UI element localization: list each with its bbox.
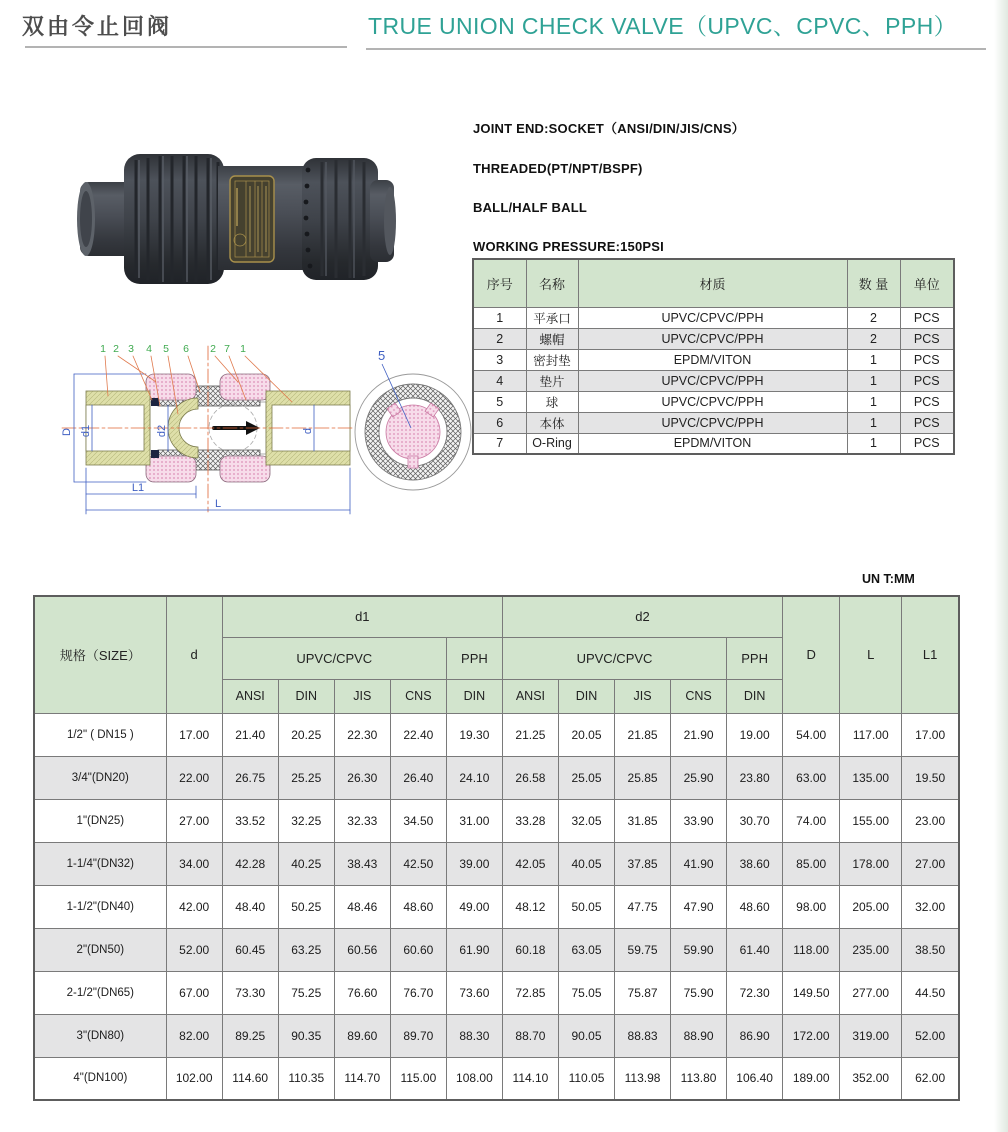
table-cell: 21.40 bbox=[222, 713, 278, 756]
table-cell: 螺帽 bbox=[526, 328, 578, 349]
col-group-pph-d1: PPH bbox=[446, 637, 502, 679]
table-cell: 23.80 bbox=[727, 756, 783, 799]
table-cell: 90.05 bbox=[558, 1014, 614, 1057]
table-cell: 31.00 bbox=[446, 799, 502, 842]
table-cell: 密封垫 bbox=[526, 349, 578, 370]
table-row bbox=[34, 1057, 959, 1100]
table-cell: 42.28 bbox=[222, 842, 278, 885]
col-group-d2: d2 bbox=[502, 596, 782, 637]
table-cell: 63.05 bbox=[558, 928, 614, 971]
table-cell: 110.05 bbox=[558, 1057, 614, 1100]
table-cell: 61.90 bbox=[446, 928, 502, 971]
table-cell: 82.00 bbox=[166, 1014, 222, 1057]
table-cell: 63.25 bbox=[278, 928, 334, 971]
table-cell: 73.30 bbox=[222, 971, 278, 1014]
callout-1: 1 bbox=[100, 343, 106, 355]
table-cell: PCS bbox=[900, 370, 954, 391]
col-header-pph-din-d1: DIN bbox=[446, 679, 502, 713]
table-cell: 21.85 bbox=[615, 713, 671, 756]
table-cell: 6 bbox=[473, 412, 526, 433]
table-cell: 135.00 bbox=[840, 756, 902, 799]
col-header-size: 规格（SIZE） bbox=[34, 596, 166, 713]
table-cell: 32.05 bbox=[558, 799, 614, 842]
table-cell: 3 bbox=[473, 349, 526, 370]
table-cell: 5 bbox=[473, 391, 526, 412]
table-cell: 42.50 bbox=[390, 842, 446, 885]
col-group-upvc-cpvc-d1: UPVC/CPVC bbox=[222, 637, 446, 679]
valve-left-union-nut bbox=[124, 154, 224, 284]
table-cell: 114.70 bbox=[334, 1057, 390, 1100]
table-cell: 60.45 bbox=[222, 928, 278, 971]
table-cell: EPDM/VITON bbox=[578, 433, 847, 454]
table-cell: 72.85 bbox=[502, 971, 558, 1014]
col-header-unit: 单位 bbox=[900, 259, 954, 307]
table-cell: 25.05 bbox=[558, 756, 614, 799]
table-cell: 33.52 bbox=[222, 799, 278, 842]
table-cell: 42.05 bbox=[502, 842, 558, 885]
table-cell: 106.40 bbox=[727, 1057, 783, 1100]
table-cell: 32.25 bbox=[278, 799, 334, 842]
table-cell: 1-1/2"(DN40) bbox=[34, 885, 166, 928]
table-cell: PCS bbox=[900, 412, 954, 433]
table-cell: 20.25 bbox=[278, 713, 334, 756]
table-row bbox=[34, 799, 959, 842]
table-cell: 50.25 bbox=[278, 885, 334, 928]
table-cell: 27.00 bbox=[902, 842, 959, 885]
table-cell: 76.60 bbox=[334, 971, 390, 1014]
ball-end-view bbox=[355, 348, 471, 490]
col-group-upvc-cpvc-d2: UPVC/CPVC bbox=[502, 637, 726, 679]
table-cell: 63.00 bbox=[783, 756, 840, 799]
table-cell: 47.90 bbox=[671, 885, 727, 928]
dim-label-d: d bbox=[302, 427, 314, 435]
table-cell: 110.35 bbox=[278, 1057, 334, 1100]
col-header-index: 序号 bbox=[473, 259, 526, 307]
table-cell: 1/2" ( DN15 ) bbox=[34, 713, 166, 756]
table-cell: 1-1/4"(DN32) bbox=[34, 842, 166, 885]
table-cell: 89.60 bbox=[334, 1014, 390, 1057]
table-cell: 3/4"(DN20) bbox=[34, 756, 166, 799]
table-cell: 4 bbox=[473, 370, 526, 391]
table-cell: 114.10 bbox=[502, 1057, 558, 1100]
table-cell: 1 bbox=[847, 433, 900, 454]
page-edge-shading bbox=[994, 0, 1008, 1132]
table-cell: 74.00 bbox=[783, 799, 840, 842]
dim-label-d2: d2 bbox=[156, 424, 168, 438]
col-header-cns-d2: CNS bbox=[671, 679, 727, 713]
table-cell: 89.25 bbox=[222, 1014, 278, 1057]
table-cell: 62.00 bbox=[902, 1057, 959, 1100]
table-cell: 20.05 bbox=[558, 713, 614, 756]
dim-label-d1: d1 bbox=[80, 424, 92, 438]
parts-table bbox=[472, 258, 955, 455]
spec-working-pressure: WORKING PRESSURE:150PSI bbox=[473, 239, 664, 254]
table-cell: 25.25 bbox=[278, 756, 334, 799]
col-header-din-d1: DIN bbox=[278, 679, 334, 713]
table-cell: UPVC/CPVC/PPH bbox=[578, 391, 847, 412]
table-cell: 50.05 bbox=[558, 885, 614, 928]
spec-joint-end: JOINT END:SOCKET（ANSI/DIN/JIS/CNS） bbox=[473, 121, 745, 136]
table-row bbox=[34, 842, 959, 885]
table-cell: 41.90 bbox=[671, 842, 727, 885]
table-cell: 44.50 bbox=[902, 971, 959, 1014]
col-header-cns-d1: CNS bbox=[390, 679, 446, 713]
table-cell: 108.00 bbox=[446, 1057, 502, 1100]
table-cell: 本体 bbox=[526, 412, 578, 433]
table-cell: 26.58 bbox=[502, 756, 558, 799]
table-cell: 垫片 bbox=[526, 370, 578, 391]
table-cell: 102.00 bbox=[166, 1057, 222, 1100]
table-cell: 86.90 bbox=[727, 1014, 783, 1057]
col-header-name: 名称 bbox=[526, 259, 578, 307]
table-cell: 352.00 bbox=[840, 1057, 902, 1100]
page-title-chinese: 双由令止回阀 bbox=[22, 14, 173, 39]
table-cell: UPVC/CPVC/PPH bbox=[578, 307, 847, 328]
technical-drawing bbox=[48, 336, 480, 524]
table-cell: 24.10 bbox=[446, 756, 502, 799]
table-cell: 38.43 bbox=[334, 842, 390, 885]
table-cell: 23.00 bbox=[902, 799, 959, 842]
table-cell: 1 bbox=[847, 349, 900, 370]
table-cell: 38.50 bbox=[902, 928, 959, 971]
table-cell: 33.28 bbox=[502, 799, 558, 842]
table-row bbox=[34, 713, 959, 756]
title-underline-left bbox=[25, 46, 347, 48]
dim-label-D: D bbox=[61, 428, 73, 436]
table-cell: 26.30 bbox=[334, 756, 390, 799]
col-header-jis-d2: JIS bbox=[615, 679, 671, 713]
table-cell: 205.00 bbox=[840, 885, 902, 928]
col-header-pph-din-d2: DIN bbox=[727, 679, 783, 713]
callout-6: 6 bbox=[183, 343, 189, 355]
table-cell: 平承口 bbox=[526, 307, 578, 328]
col-header-D: D bbox=[783, 596, 840, 713]
table-row bbox=[473, 391, 954, 412]
valve-right-union-nut bbox=[302, 158, 378, 280]
table-cell: EPDM/VITON bbox=[578, 349, 847, 370]
table-cell: 48.40 bbox=[222, 885, 278, 928]
callout-numbers bbox=[100, 343, 246, 355]
col-header-material: 材质 bbox=[578, 259, 847, 307]
col-group-pph-d2: PPH bbox=[727, 637, 783, 679]
table-cell: 189.00 bbox=[783, 1057, 840, 1100]
table-cell: 89.70 bbox=[390, 1014, 446, 1057]
callout-1b: 1 bbox=[240, 343, 246, 355]
table-cell: 76.70 bbox=[390, 971, 446, 1014]
table-cell: 40.05 bbox=[558, 842, 614, 885]
table-cell: 1"(DN25) bbox=[34, 799, 166, 842]
table-cell: 149.50 bbox=[783, 971, 840, 1014]
table-cell: UPVC/CPVC/PPH bbox=[578, 370, 847, 391]
dim-label-L: L bbox=[214, 498, 222, 510]
col-header-ansi-d1: ANSI bbox=[222, 679, 278, 713]
table-cell: 40.25 bbox=[278, 842, 334, 885]
table-cell: 2 bbox=[847, 328, 900, 349]
table-row bbox=[34, 885, 959, 928]
table-cell: 88.70 bbox=[502, 1014, 558, 1057]
table-cell: 4"(DN100) bbox=[34, 1057, 166, 1100]
valve-photo bbox=[74, 108, 398, 322]
unit-note: UN T:MM bbox=[862, 572, 915, 586]
table-cell: 319.00 bbox=[840, 1014, 902, 1057]
table-cell: 2 bbox=[847, 307, 900, 328]
table-cell: 235.00 bbox=[840, 928, 902, 971]
valve-body bbox=[218, 166, 306, 270]
table-cell: UPVC/CPVC/PPH bbox=[578, 412, 847, 433]
table-cell: 30.70 bbox=[727, 799, 783, 842]
table-row bbox=[473, 433, 954, 454]
table-cell: 61.40 bbox=[727, 928, 783, 971]
table-cell: 7 bbox=[473, 433, 526, 454]
table-cell: 39.00 bbox=[446, 842, 502, 885]
table-cell: 34.00 bbox=[166, 842, 222, 885]
table-row bbox=[34, 1014, 959, 1057]
table-cell: 117.00 bbox=[840, 713, 902, 756]
callout-4: 4 bbox=[146, 343, 152, 355]
table-cell: 21.25 bbox=[502, 713, 558, 756]
valve-label bbox=[230, 176, 274, 262]
table-cell: 19.50 bbox=[902, 756, 959, 799]
table-cell: 75.90 bbox=[671, 971, 727, 1014]
table-row bbox=[34, 928, 959, 971]
table-cell: 47.75 bbox=[615, 885, 671, 928]
table-row bbox=[473, 328, 954, 349]
cross-section-view bbox=[61, 343, 354, 514]
table-cell: 75.05 bbox=[558, 971, 614, 1014]
table-cell: UPVC/CPVC/PPH bbox=[578, 328, 847, 349]
col-header-d: d bbox=[166, 596, 222, 713]
spec-ball: BALL/HALF BALL bbox=[473, 200, 587, 215]
table-cell: 115.00 bbox=[390, 1057, 446, 1100]
table-cell: 1 bbox=[847, 391, 900, 412]
col-header-ansi-d2: ANSI bbox=[502, 679, 558, 713]
callout-7: 7 bbox=[224, 343, 230, 355]
table-row bbox=[473, 412, 954, 433]
callout-5: 5 bbox=[163, 343, 169, 355]
table-cell: 90.35 bbox=[278, 1014, 334, 1057]
table-cell: 31.85 bbox=[615, 799, 671, 842]
table-cell: 1 bbox=[473, 307, 526, 328]
table-cell: 48.12 bbox=[502, 885, 558, 928]
table-cell: 25.85 bbox=[615, 756, 671, 799]
table-row bbox=[473, 370, 954, 391]
table-cell: PCS bbox=[900, 307, 954, 328]
table-cell: 22.40 bbox=[390, 713, 446, 756]
table-cell: 72.30 bbox=[727, 971, 783, 1014]
table-cell: 2 bbox=[473, 328, 526, 349]
dims-header-row-1 bbox=[34, 596, 959, 637]
table-cell: 52.00 bbox=[902, 1014, 959, 1057]
parts-table-header-row bbox=[473, 259, 954, 307]
spec-threaded: THREADED(PT/NPT/BSPF) bbox=[473, 161, 643, 176]
table-cell: 54.00 bbox=[783, 713, 840, 756]
table-row bbox=[34, 756, 959, 799]
table-cell: 60.60 bbox=[390, 928, 446, 971]
table-cell: PCS bbox=[900, 433, 954, 454]
table-cell: 85.00 bbox=[783, 842, 840, 885]
table-cell: 17.00 bbox=[166, 713, 222, 756]
table-cell: 32.33 bbox=[334, 799, 390, 842]
table-cell: 22.00 bbox=[166, 756, 222, 799]
table-cell: 155.00 bbox=[840, 799, 902, 842]
table-cell: 178.00 bbox=[840, 842, 902, 885]
table-cell: PCS bbox=[900, 349, 954, 370]
table-cell: 1 bbox=[847, 412, 900, 433]
table-cell: 21.90 bbox=[671, 713, 727, 756]
table-cell: 33.90 bbox=[671, 799, 727, 842]
table-cell: 60.56 bbox=[334, 928, 390, 971]
table-row bbox=[34, 971, 959, 1014]
table-cell: O-Ring bbox=[526, 433, 578, 454]
dim-label-L1: L1 bbox=[131, 482, 145, 494]
table-cell: 48.46 bbox=[334, 885, 390, 928]
valve-right-socket bbox=[370, 180, 396, 262]
table-cell: 277.00 bbox=[840, 971, 902, 1014]
table-cell: 98.00 bbox=[783, 885, 840, 928]
table-cell: 113.80 bbox=[671, 1057, 727, 1100]
table-cell: 2"(DN50) bbox=[34, 928, 166, 971]
table-cell: 27.00 bbox=[166, 799, 222, 842]
table-cell: 26.40 bbox=[390, 756, 446, 799]
table-cell: 49.00 bbox=[446, 885, 502, 928]
table-cell: 172.00 bbox=[783, 1014, 840, 1057]
table-cell: 75.87 bbox=[615, 971, 671, 1014]
table-cell: 59.90 bbox=[671, 928, 727, 971]
table-cell: 88.90 bbox=[671, 1014, 727, 1057]
table-cell: 75.25 bbox=[278, 971, 334, 1014]
col-header-jis-d1: JIS bbox=[334, 679, 390, 713]
table-cell: 2-1/2"(DN65) bbox=[34, 971, 166, 1014]
table-cell: 113.98 bbox=[615, 1057, 671, 1100]
table-cell: 52.00 bbox=[166, 928, 222, 971]
table-row bbox=[473, 307, 954, 328]
dimensions-table bbox=[33, 595, 960, 1101]
table-cell: 60.18 bbox=[502, 928, 558, 971]
col-group-d1: d1 bbox=[222, 596, 502, 637]
table-cell: 1 bbox=[847, 370, 900, 391]
table-cell: 48.60 bbox=[390, 885, 446, 928]
title-underline-right bbox=[366, 48, 986, 50]
table-cell: 19.30 bbox=[446, 713, 502, 756]
table-cell: 38.60 bbox=[727, 842, 783, 885]
table-row bbox=[473, 349, 954, 370]
table-cell: 73.60 bbox=[446, 971, 502, 1014]
col-header-din-d2: DIN bbox=[558, 679, 614, 713]
table-cell: 88.83 bbox=[615, 1014, 671, 1057]
callout-2: 2 bbox=[113, 343, 119, 355]
callout-2b: 2 bbox=[210, 343, 216, 355]
table-cell: 114.60 bbox=[222, 1057, 278, 1100]
table-cell: PCS bbox=[900, 391, 954, 412]
table-cell: 17.00 bbox=[902, 713, 959, 756]
table-cell: 67.00 bbox=[166, 971, 222, 1014]
table-cell: 3"(DN80) bbox=[34, 1014, 166, 1057]
table-cell: 32.00 bbox=[902, 885, 959, 928]
table-cell: 球 bbox=[526, 391, 578, 412]
table-cell: 88.30 bbox=[446, 1014, 502, 1057]
ball-callout-5: 5 bbox=[378, 348, 386, 363]
table-cell: 25.90 bbox=[671, 756, 727, 799]
table-cell: 48.60 bbox=[727, 885, 783, 928]
table-cell: 37.85 bbox=[615, 842, 671, 885]
page-title-english: TRUE UNION CHECK VALVE（UPVC、CPVC、PPH） bbox=[368, 13, 958, 39]
table-cell: 42.00 bbox=[166, 885, 222, 928]
callout-3: 3 bbox=[128, 343, 134, 355]
table-cell: 19.00 bbox=[727, 713, 783, 756]
table-cell: PCS bbox=[900, 328, 954, 349]
table-cell: 26.75 bbox=[222, 756, 278, 799]
table-cell: 22.30 bbox=[334, 713, 390, 756]
table-cell: 34.50 bbox=[390, 799, 446, 842]
table-cell: 59.75 bbox=[615, 928, 671, 971]
col-header-qty: 数 量 bbox=[847, 259, 900, 307]
col-header-L: L bbox=[840, 596, 902, 713]
col-header-L1: L1 bbox=[902, 596, 959, 713]
spec-list bbox=[473, 118, 745, 278]
table-cell: 118.00 bbox=[783, 928, 840, 971]
